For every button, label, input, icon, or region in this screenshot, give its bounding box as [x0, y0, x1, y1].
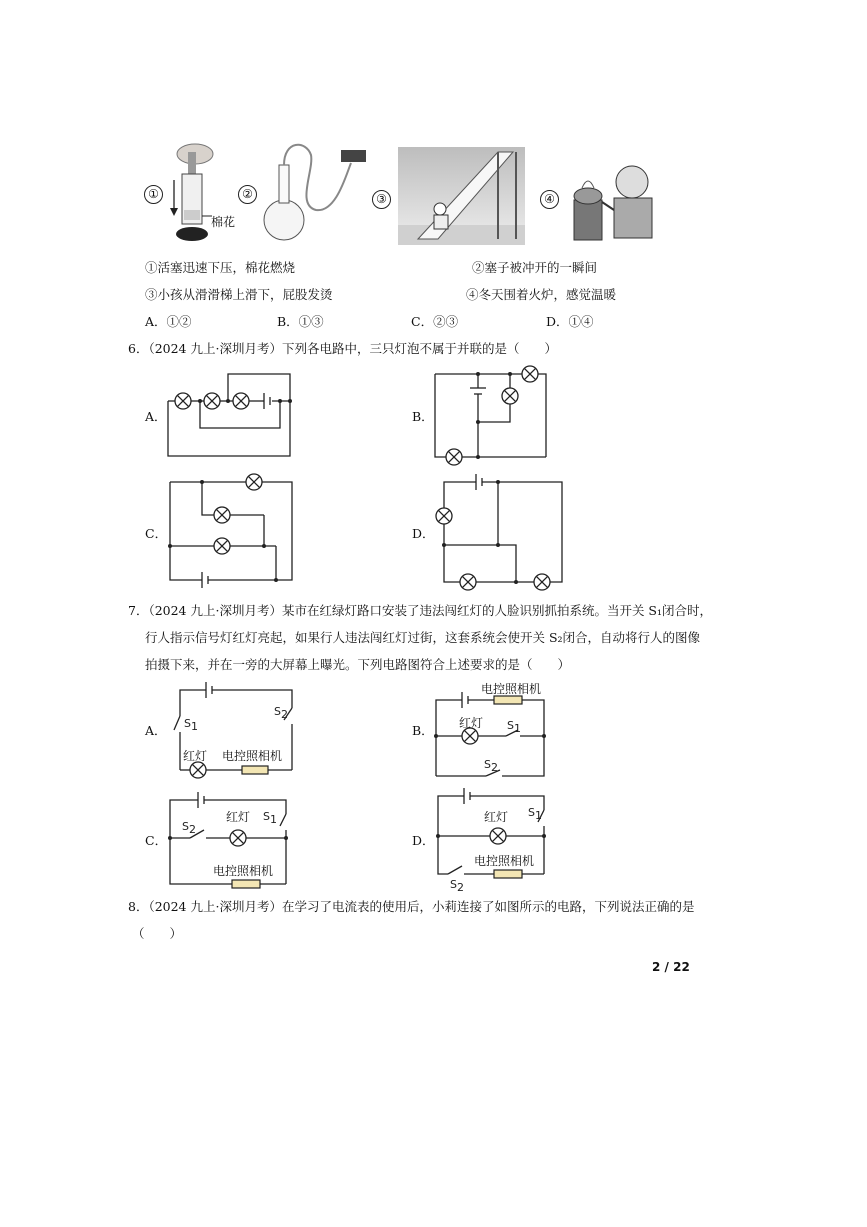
q6-label-c: C．	[145, 526, 168, 541]
q7-circuit-d	[432, 788, 557, 893]
q6-circuit-a	[160, 368, 300, 463]
svg-text:1: 1	[514, 722, 521, 735]
q7b-camera-label: 电控照相机	[481, 682, 542, 696]
svg-text:S: S	[182, 820, 189, 833]
option-a: A．①②	[145, 314, 192, 329]
q7-label-b: B．	[412, 723, 434, 738]
q6-label-d: D．	[412, 526, 435, 541]
question-6-stem: 6．（2024 九上·深圳月考）下列各电路中，三只灯泡不属于并联的是（ ）	[128, 341, 557, 356]
svg-text:S: S	[507, 719, 514, 732]
stove-child-image	[564, 160, 664, 245]
q7c-camera-label: 电控照相机	[213, 864, 274, 878]
q7b-red-light-label: 红灯	[459, 716, 484, 730]
svg-text:S: S	[274, 705, 281, 718]
svg-text:2: 2	[457, 881, 464, 894]
q6-label-b: B．	[412, 409, 434, 424]
svg-text:1: 1	[535, 809, 542, 822]
caption-4: ④冬天围着火炉，感觉温暖	[466, 287, 617, 302]
option-d: D．①④	[546, 314, 594, 329]
flask-stopper-image	[256, 135, 371, 245]
marker-4: ④	[540, 190, 559, 209]
svg-text:2: 2	[281, 708, 288, 721]
svg-text:1: 1	[270, 813, 277, 826]
question-8-line-1: 8．（2024 九上·深圳月考）在学习了电流表的使用后，小莉连接了如图所示的电路，下列说法正确的是	[128, 899, 695, 914]
option-b: B．①③	[277, 314, 324, 329]
q7-label-c: C．	[145, 833, 168, 848]
caption-1: ①活塞迅速下压，棉花燃烧	[145, 260, 296, 275]
svg-text:2: 2	[491, 761, 498, 774]
cotton-label: 棉花	[211, 215, 236, 229]
q7a-red-light-label: 红灯	[183, 749, 208, 763]
question-7-line-2: 行人指示信号灯红灯亮起，如果行人违法闯红灯过街，这套系统会使开关 S₂闭合，自动将行人的图像	[145, 630, 701, 645]
marker-1: ①	[144, 185, 163, 204]
q7-circuit-a	[170, 680, 300, 780]
q6-circuit-d	[432, 470, 567, 590]
option-c: C．②③	[411, 314, 459, 329]
slide-child-image	[398, 147, 525, 245]
svg-text:S: S	[184, 717, 191, 730]
q6-circuit-b	[432, 362, 557, 467]
svg-text:S: S	[484, 758, 491, 771]
svg-text:S: S	[263, 810, 270, 823]
svg-text:S: S	[528, 806, 535, 819]
marker-2: ②	[238, 185, 257, 204]
marker-3: ③	[372, 190, 391, 209]
q6-circuit-c	[164, 470, 299, 585]
question-7-line-1: 7．（2024 九上·深圳月考）某市在红绿灯路口安装了违法闯红灯的人脸识别抓拍系统。当开关 S₁闭合时，	[128, 603, 713, 618]
svg-text:2: 2	[189, 823, 196, 836]
q6-label-a: A．	[145, 409, 167, 424]
q7-label-a: A．	[145, 723, 167, 738]
question-8-line-2: （ ）	[132, 926, 183, 941]
svg-text:S: S	[450, 878, 457, 891]
q7a-camera-label: 电控照相机	[222, 749, 283, 763]
q7d-camera-label: 电控照相机	[474, 854, 535, 868]
caption-3: ③小孩从滑滑梯上滑下，屁股发烫	[145, 287, 333, 302]
caption-2: ②塞子被冲开的一瞬间	[472, 260, 598, 275]
q7d-red-light-label: 红灯	[484, 810, 509, 824]
question-7-line-3: 拍摄下来，并在一旁的大屏幕上曝光。下列电路图符合上述要求的是（ ）	[145, 657, 571, 672]
q7c-red-light-label: 红灯	[226, 810, 251, 824]
svg-text:1: 1	[191, 720, 198, 733]
q7-label-d: D．	[412, 833, 435, 848]
page-number: 2 / 22	[652, 960, 690, 974]
